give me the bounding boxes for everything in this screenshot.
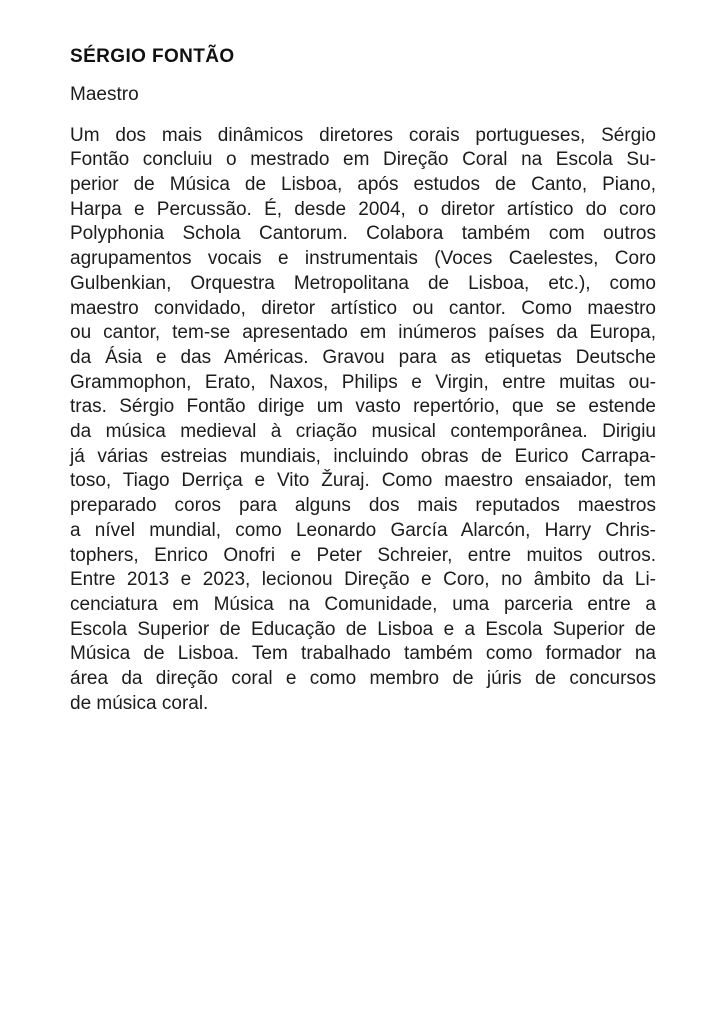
bio-line: Escola Superior de Educação de Lisboa e a Escola Superior de [70, 618, 656, 640]
bio-line: ou cantor, tem-se apresentado em inúmeros países da Europa, [70, 322, 656, 344]
bio-line: agrupamentos vocais e instrumentais (Voces Caelestes, Coro [70, 248, 656, 270]
bio-line: área da direção coral e como membro de júris de concursos [70, 668, 656, 690]
bio-line: já várias estreias mundiais, incluindo obras de Eurico Carrapa- [70, 445, 656, 467]
bio-line: Música de Lisboa. Tem trabalhado também como formador na [70, 643, 656, 665]
bio-line: tras. Sérgio Fontão dirige um vasto repertório, que se estende [70, 396, 656, 418]
bio-line: toso, Tiago Derriça e Vito Žuraj. Como maestro ensaiador, tem [70, 470, 656, 492]
role-subtitle: Maestro [70, 83, 139, 105]
bio-line: Harpa e Percussão. É, desde 2004, o diretor artístico do coro [70, 198, 656, 220]
bio-line: a nível mundial, como Leonardo García Alarcón, Harry Chris- [70, 519, 656, 541]
bio-line: Grammophon, Erato, Naxos, Philips e Virgin, entre muitas ou- [70, 371, 656, 393]
bio-line: de música coral. [70, 692, 209, 714]
bio-line: tophers, Enrico Onofri e Peter Schreier, entre muitos outros. [70, 544, 656, 566]
bio-line: Um dos mais dinâmicos diretores corais portugueses, Sérgio [70, 124, 656, 146]
bio-line: da Ásia e das Américas. Gravou para as etiquetas Deutsche [70, 346, 656, 368]
bio-line: preparado coros para alguns dos mais reputados maestros [70, 495, 656, 517]
bio-paragraph [70, 124, 656, 717]
bio-line: Gulbenkian, Orquestra Metropolitana de Lisboa, etc.), como [70, 272, 656, 294]
bio-line: Fontão concluiu o mestrado em Direção Coral na Escola Su- [70, 149, 656, 171]
bio-line: perior de Música de Lisboa, após estudos de Canto, Piano, [70, 174, 656, 195]
bio-line: da música medieval à criação musical contemporânea. Dirigiu [70, 421, 656, 443]
bio-line: maestro convidado, diretor artístico ou cantor. Como maestro [70, 297, 656, 319]
bio-line: Entre 2013 e 2023, lecionou Direção e Coro, no âmbito da Li- [70, 569, 656, 591]
bio-line: Polyphonia Schola Cantorum. Colabora também com outros [70, 223, 656, 245]
bio-line: cenciatura em Música na Comunidade, uma parceria entre a [70, 593, 656, 615]
page-title: SÉRGIO FONTÃO [70, 46, 235, 67]
